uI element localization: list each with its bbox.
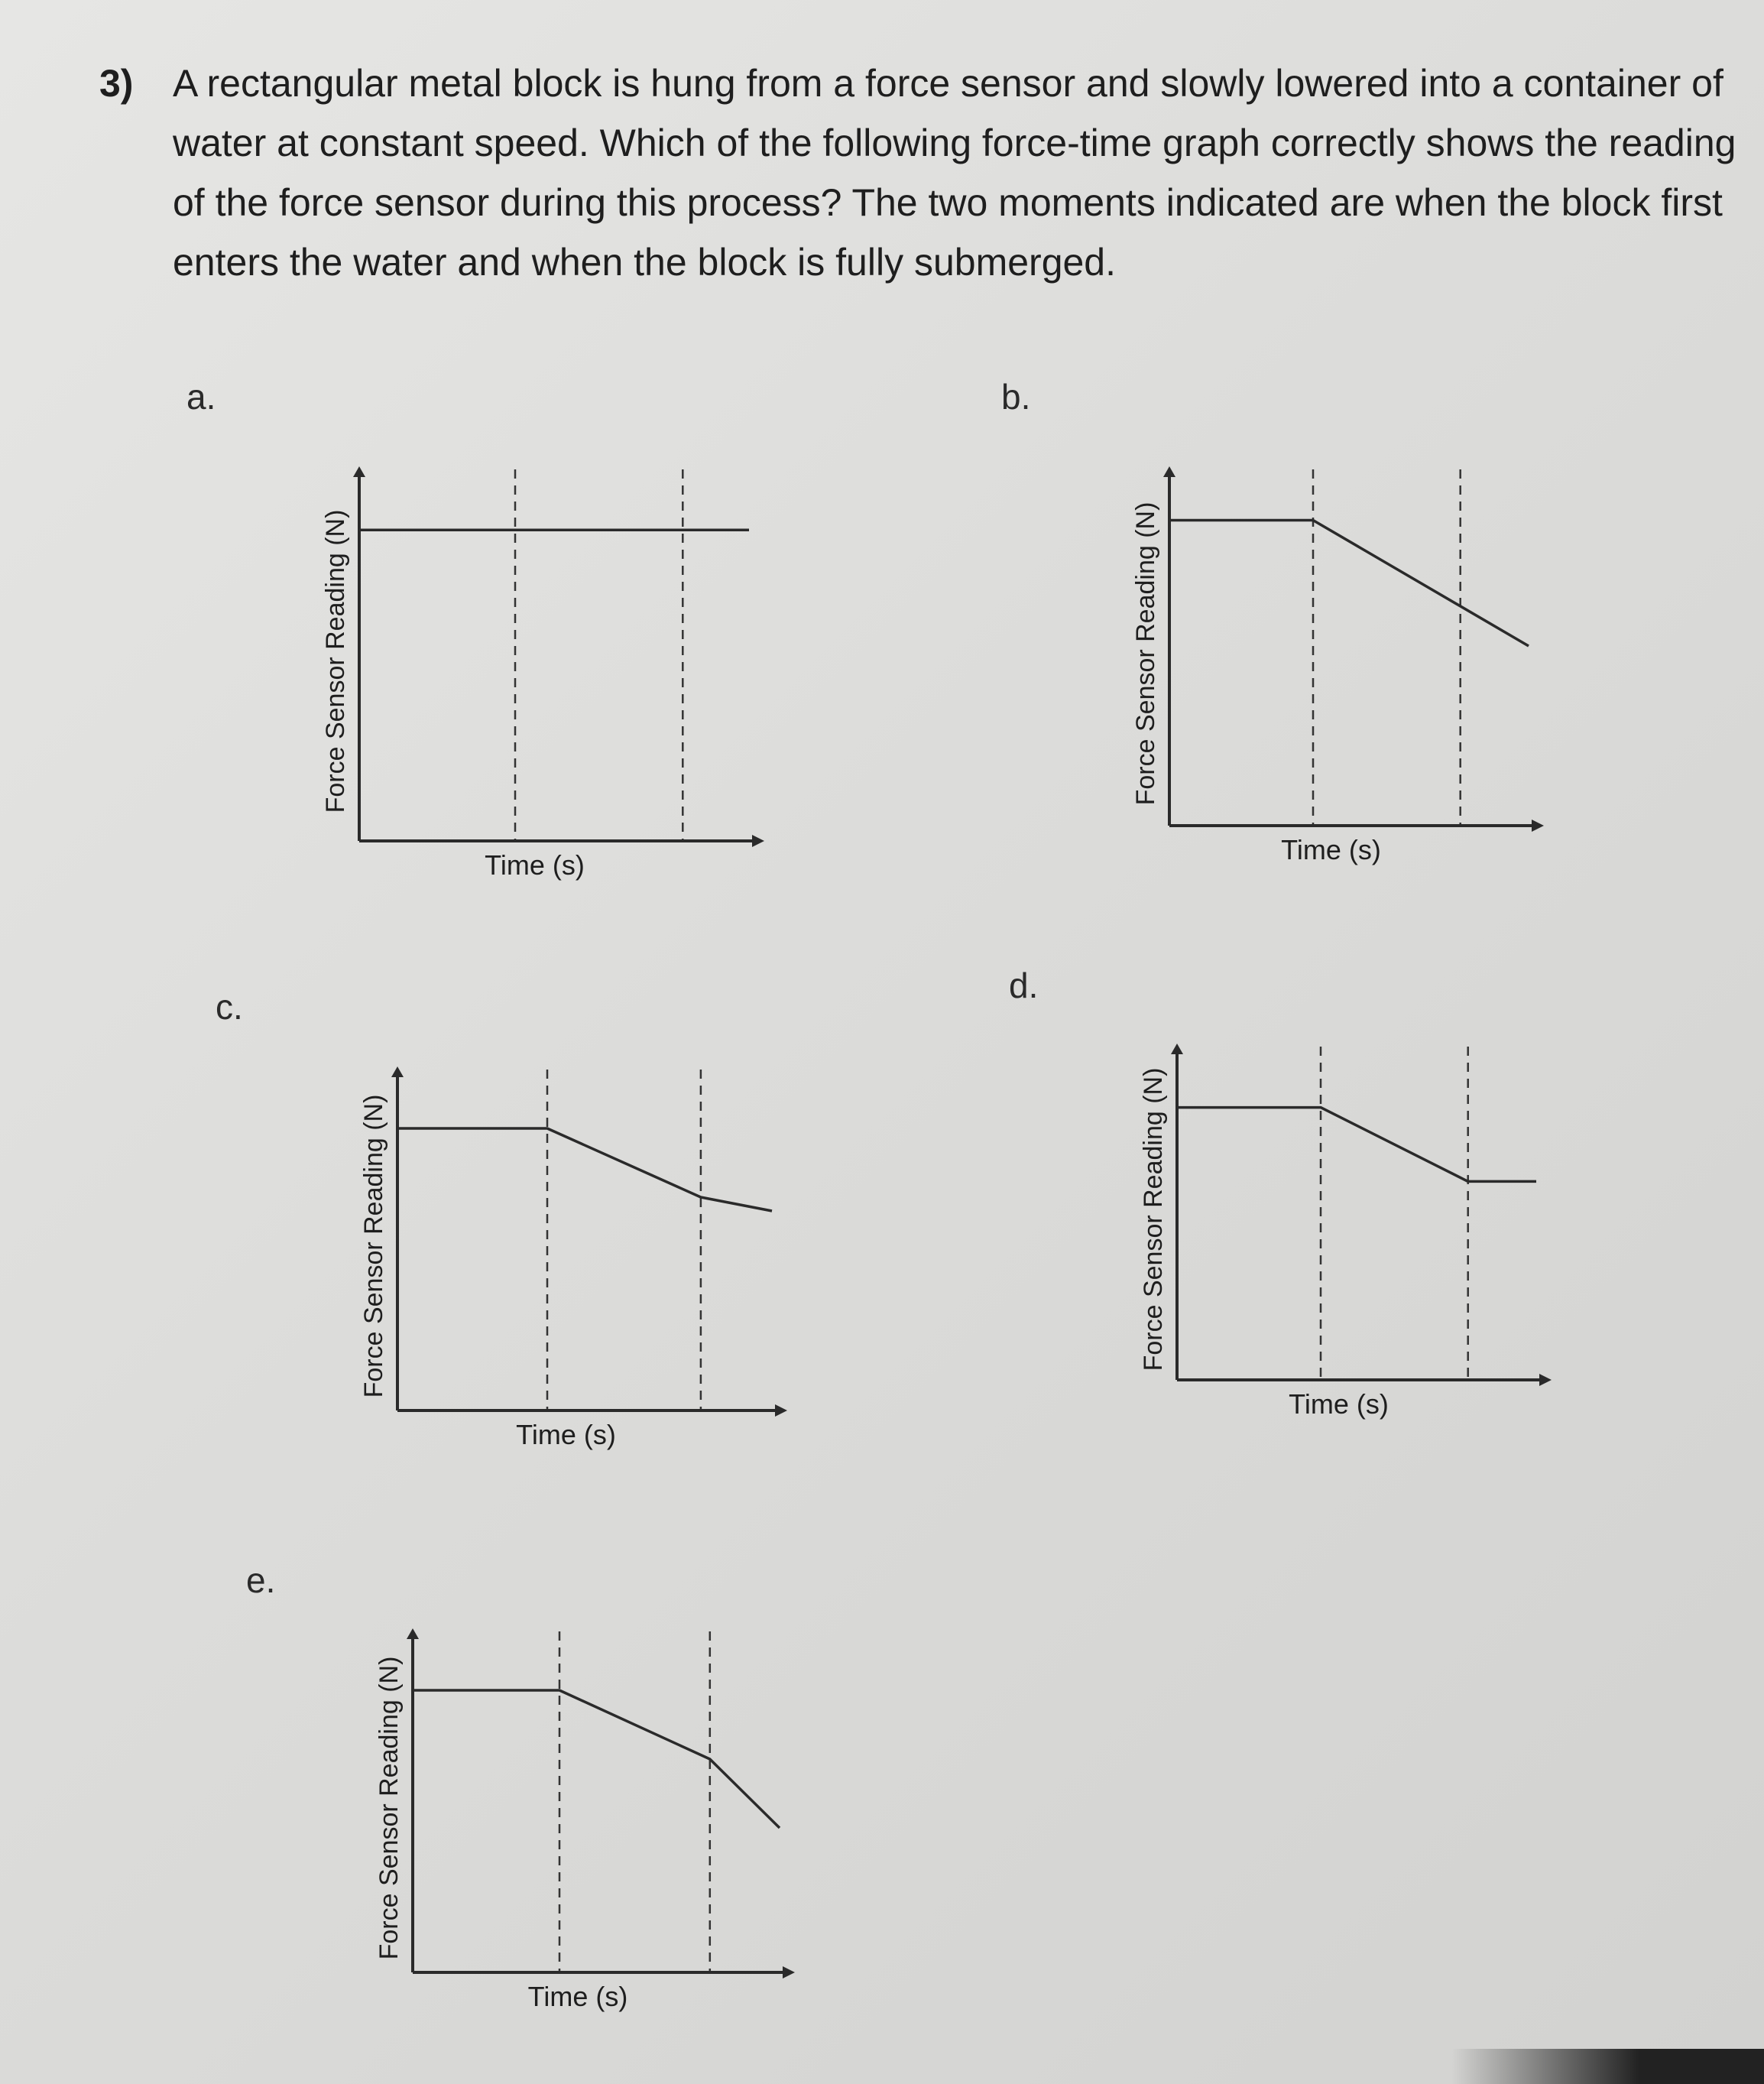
y-axis-label: Force Sensor Reading (N) — [1139, 1067, 1168, 1371]
graph-e[interactable] — [359, 1613, 810, 2041]
y-axis-label: Force Sensor Reading (N) — [375, 1656, 404, 1960]
graph-b[interactable] — [1116, 451, 1559, 894]
y-axis-label: Force Sensor Reading (N) — [1131, 502, 1160, 806]
option-e-label[interactable]: e. — [246, 1560, 276, 1600]
photo-edge-shadow — [1452, 2049, 1764, 2084]
x-axis-arrow — [775, 1404, 787, 1417]
x-axis-arrow — [783, 1966, 795, 1979]
x-axis-arrow — [1539, 1374, 1552, 1386]
option-c-label[interactable]: c. — [216, 987, 243, 1027]
x-axis-label: Time (s) — [516, 1419, 616, 1450]
graph-a[interactable] — [306, 451, 780, 910]
y-axis-arrow — [353, 466, 365, 477]
x-axis-label: Time (s) — [1281, 834, 1381, 865]
graph-c[interactable] — [344, 1051, 803, 1479]
y-axis-label: Force Sensor Reading (N) — [359, 1094, 388, 1398]
x-axis-label: Time (s) — [1289, 1388, 1389, 1420]
data-line — [1169, 521, 1529, 647]
question-text: A rectangular metal block is hung from a force sensor and slowly lowered into a container of water at constant speed. Which of the following force-time graph correctly shows the reading of the force sensor during this process? The two moments indicated are when the block first enters the water and when the block is fully submerged. — [173, 62, 1736, 284]
x-axis-label: Time (s) — [485, 849, 585, 881]
y-axis-arrow — [407, 1628, 419, 1639]
x-axis-label: Time (s) — [527, 1981, 628, 2012]
y-axis-label: Force Sensor Reading (N) — [321, 509, 350, 813]
x-axis-arrow — [752, 835, 764, 847]
option-a-label[interactable]: a. — [186, 377, 216, 417]
data-line — [1177, 1108, 1536, 1182]
y-axis-arrow — [1163, 466, 1175, 477]
x-axis-arrow — [1532, 820, 1544, 832]
y-axis-arrow — [391, 1066, 404, 1077]
option-d-label[interactable]: d. — [1009, 966, 1039, 1005]
question-number: 3) — [99, 62, 134, 105]
y-axis-arrow — [1171, 1044, 1183, 1054]
data-line — [413, 1690, 780, 1828]
graph-d[interactable] — [1124, 1028, 1567, 1449]
data-line — [397, 1128, 772, 1211]
option-b-label[interactable]: b. — [1001, 377, 1031, 417]
